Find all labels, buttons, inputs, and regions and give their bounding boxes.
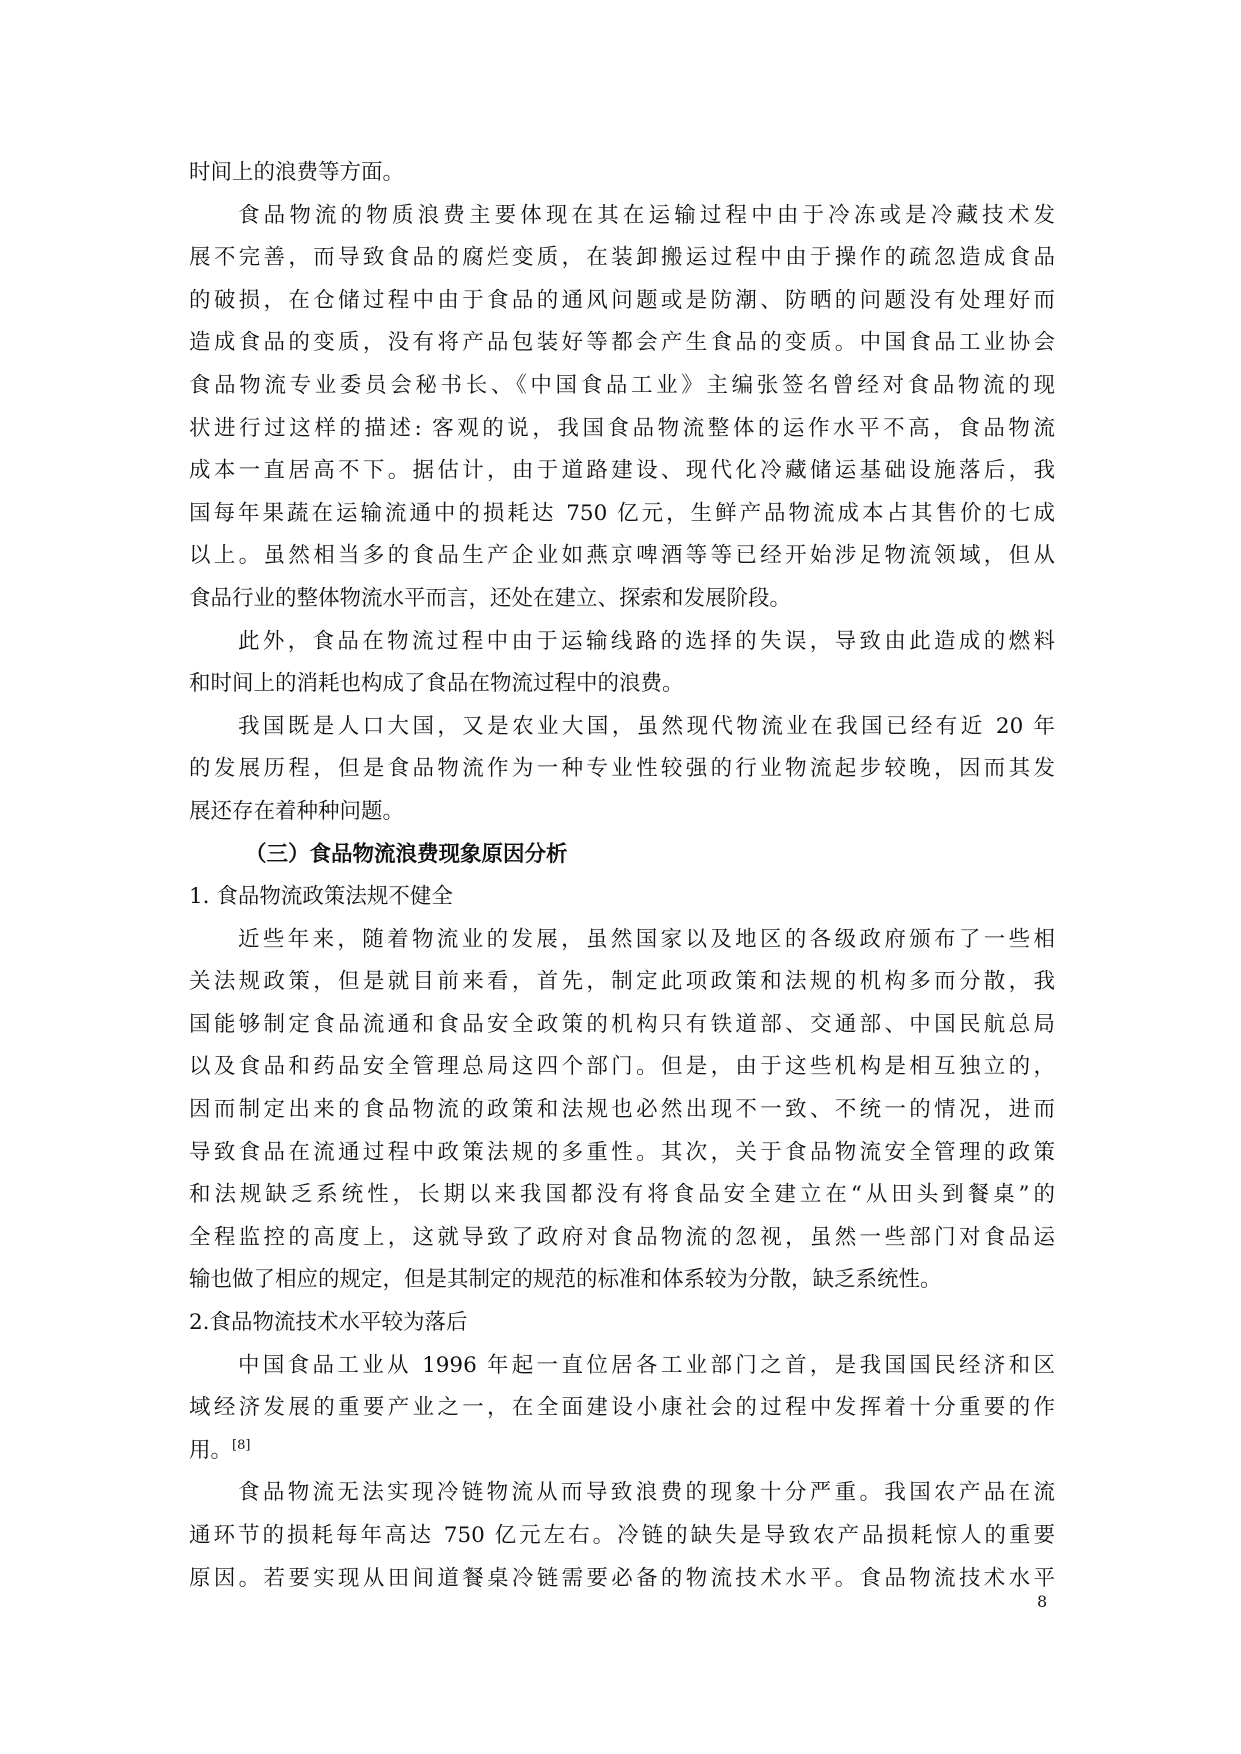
document-body: [189, 152, 1055, 1600]
citation-marker: [8]: [232, 1437, 251, 1453]
paragraph-line: 造成食品的变质，没有将产品包装好等都会产生食品的变质。中国食品工业协会: [189, 330, 1055, 356]
paragraph-line: 输也做了相应的规定，但是其制定的规范的标准和体系较为分散，缺乏系统性。: [189, 1267, 942, 1293]
paragraph-line: 国能够制定食品流通和食品安全政策的机构只有铁道部、交通部、中国民航总局: [189, 1011, 1055, 1037]
section-heading: （三）食品物流浪费现象原因分析: [245, 841, 568, 867]
paragraph-line: 时间上的浪费等方面。: [189, 160, 405, 185]
paragraph-line: 食品行业的整体物流水平而言，还处在建立、探索和发展阶段。: [189, 585, 792, 611]
paragraph-line: 和法规缺乏系统性，长期以来我国都没有将食品安全建立在“从田头到餐桌”的: [189, 1182, 1055, 1208]
paragraph-line: 成本一直居高不下。据估计，由于道路建设、现代化冷藏储运基础设施落后，我: [189, 458, 1055, 484]
paragraph-line: 食品物流无法实现冷链物流从而导致浪费的现象十分严重。我国农产品在流: [238, 1480, 1055, 1506]
paragraph-line: 关法规政策，但是就目前来看，首先，制定此项政策和法规的机构多而分散，我: [189, 969, 1055, 995]
paragraph-text: 用。: [189, 1437, 233, 1463]
paragraph-line: [189, 1430, 1055, 1473]
paragraph-line: 的破损，在仓储过程中由于食品的通风问题或是防潮、防晒的问题没有处理好而: [189, 287, 1055, 313]
paragraph-line: 展不完善，而导致食品的腐烂变质，在装卸搬运过程中由于操作的疏忽造成食品: [189, 245, 1055, 271]
subsection-heading: 2.食品物流技术水平较为落后: [189, 1310, 468, 1336]
paragraph-line: 和时间上的消耗也构成了食品在物流过程中的浪费。: [189, 671, 684, 697]
paragraph-line: 状进行过这样的描述: 客观的说，我国食品物流整体的运作水平不高，食品物流: [189, 415, 1055, 441]
paragraph-line: 此外，食品在物流过程中由于运输线路的选择的失误，导致由此造成的燃料: [238, 628, 1055, 654]
paragraph-line: 国每年果蔬在运输流通中的损耗达 750 亿元，生鲜产品物流成本占其售价的七成: [189, 500, 1055, 526]
paragraph-line: 近些年来，随着物流业的发展，虽然国家以及地区的各级政府颁布了一些相: [238, 926, 1055, 952]
paragraph-line: 以上。虽然相当多的食品生产企业如燕京啤酒等等已经开始涉足物流领域，但从: [189, 543, 1055, 569]
paragraph-line: 通环节的损耗每年高达 750 亿元左右。冷链的缺失是导致农产品损耗惊人的重要: [189, 1523, 1055, 1548]
paragraph-line: 导致食品在流通过程中政策法规的多重性。其次，关于食品物流安全管理的政策: [189, 1139, 1055, 1165]
paragraph-line: 以及食品和药品安全管理总局这四个部门。但是，由于这些机构是相互独立的，: [189, 1054, 1055, 1080]
paragraph-line: 全程监控的高度上，这就导致了政府对食品物流的忽视，虽然一些部门对食品运: [189, 1224, 1055, 1250]
paragraph-line: 因而制定出来的食品物流的政策和法规也必然出现不一致、不统一的情况，进而: [189, 1097, 1055, 1123]
paragraph-line: 域经济发展的重要产业之一，在全面建设小康社会的过程中发挥着十分重要的作: [189, 1395, 1055, 1421]
paragraph-line: 食品物流专业委员会秘书长、《中国食品工业》主编张签名曾经对食品物流的现: [189, 372, 1055, 398]
paragraph-line: 我国既是人口大国，又是农业大国，虽然现代物流业在我国已经有近 20 年: [238, 713, 1055, 739]
page-number: 8: [1037, 1592, 1048, 1611]
paragraph-line: 食品物流的物质浪费主要体现在其在运输过程中由于冷冻或是冷藏技术发: [238, 202, 1055, 228]
paragraph-line: 的发展历程，但是食品物流作为一种专业性较强的行业物流起步较晚，因而其发: [189, 756, 1055, 782]
paragraph-line: 展还存在着种种问题。: [189, 798, 405, 824]
paragraph-line: 原因。若要实现从田间道餐桌冷链需要必备的物流技术水平。食品物流技术水平: [189, 1565, 1055, 1591]
paragraph-line: 中国食品工业从 1996 年起一直位居各工业部门之首，是我国国民经济和区: [238, 1352, 1055, 1378]
subsection-heading: 1. 食品物流政策法规不健全: [189, 884, 453, 910]
